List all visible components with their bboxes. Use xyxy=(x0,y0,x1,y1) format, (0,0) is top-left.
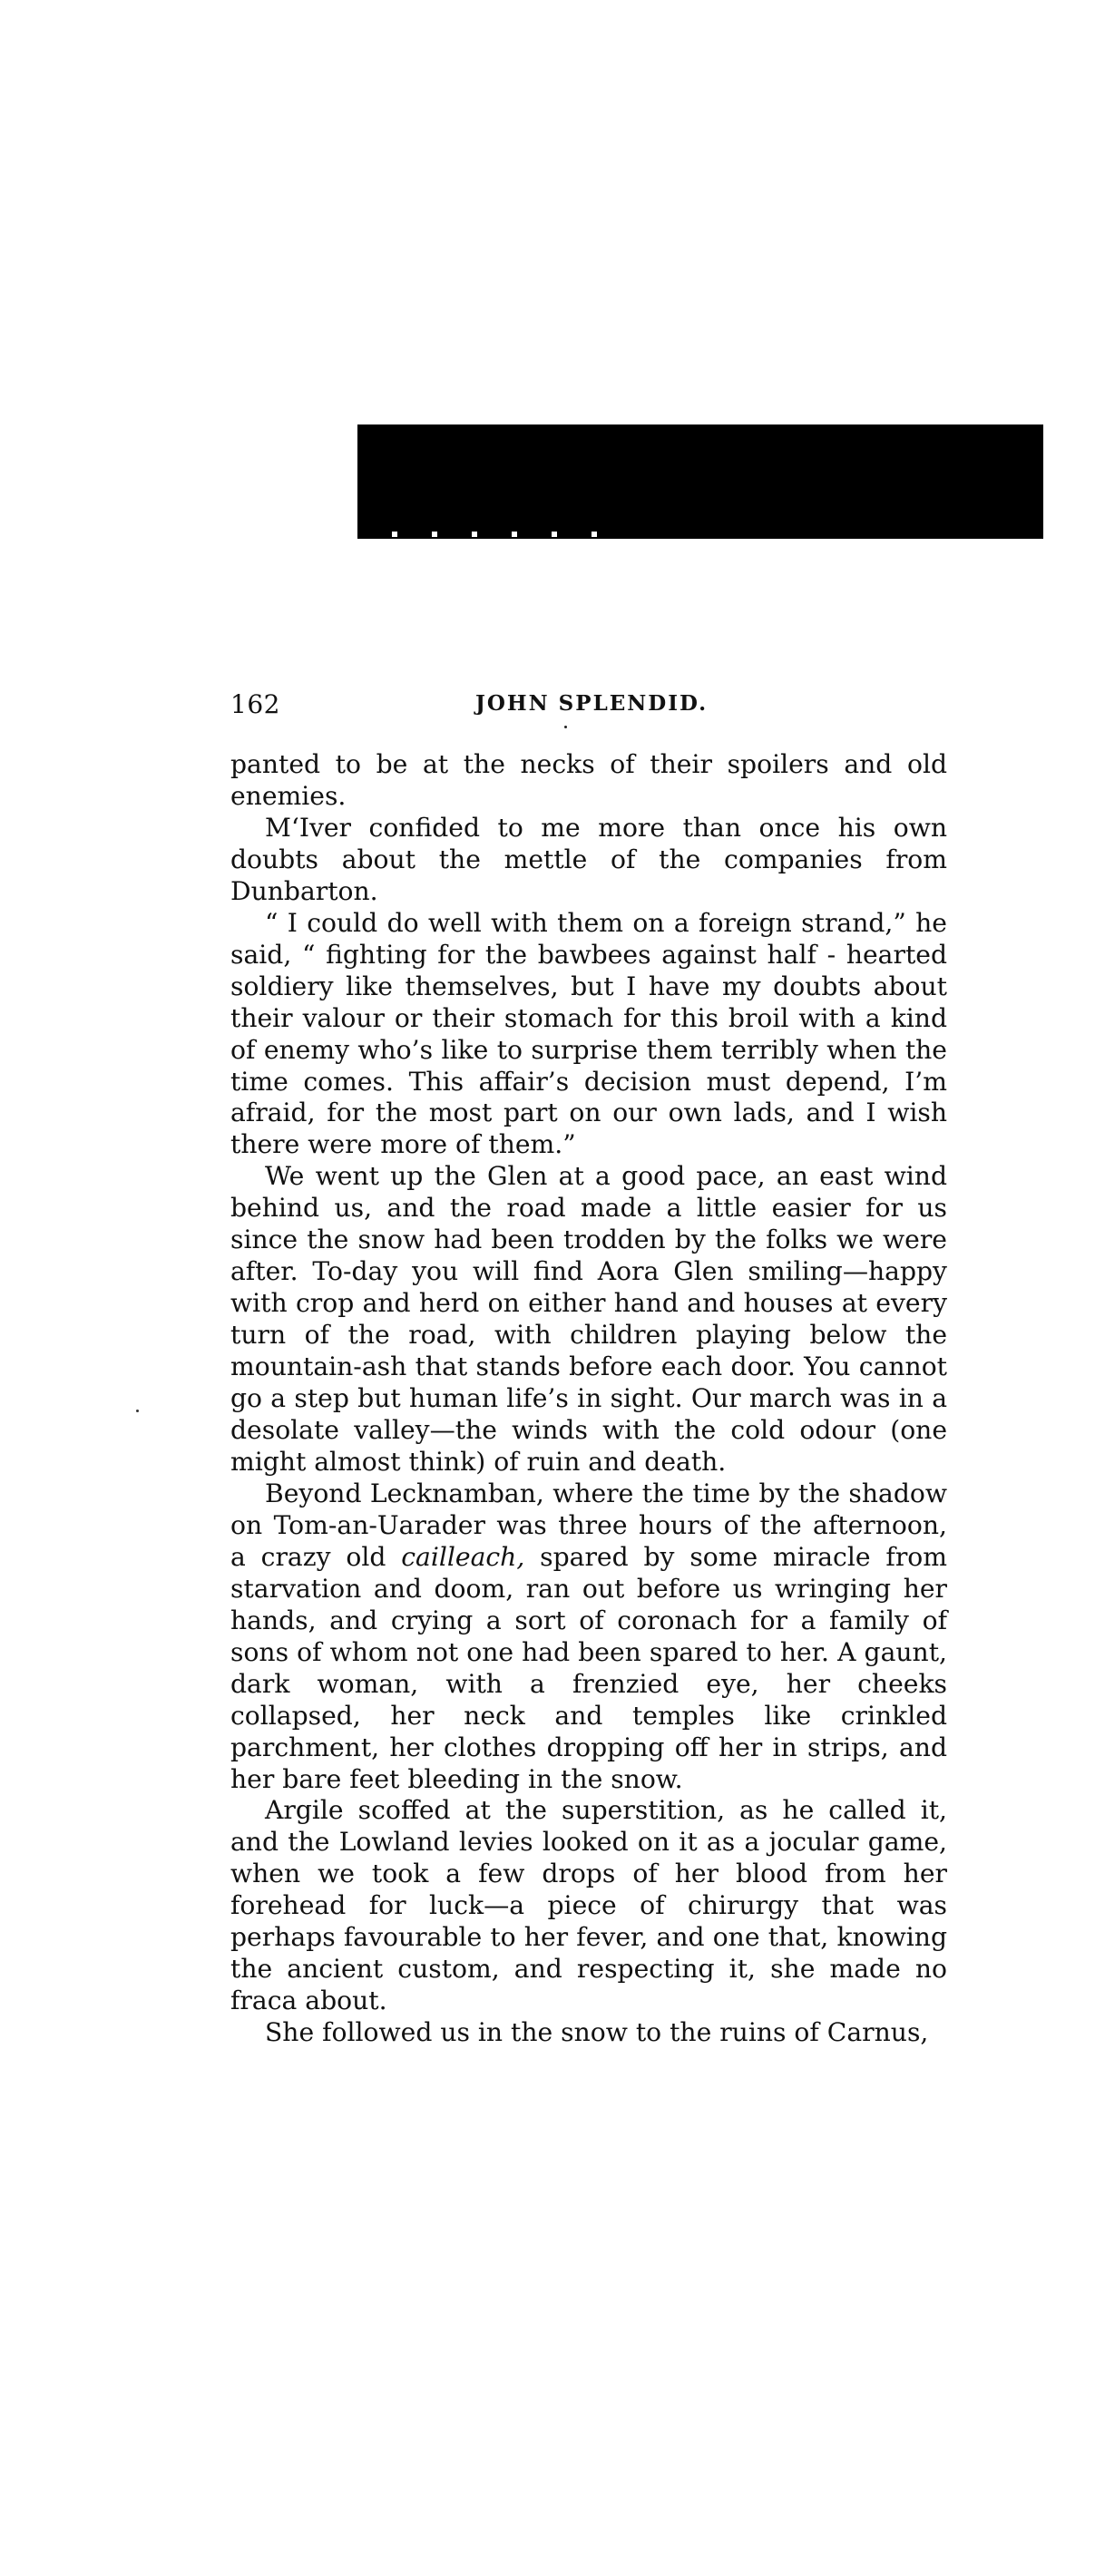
header-dot xyxy=(564,726,567,728)
paragraph-7: She followed us in the snow to the ruins of Carnus, xyxy=(265,2017,929,2048)
page-number: 162 xyxy=(230,689,280,719)
paragraph-5-part-1: Beyond Lecknamban, where the time by the shadow on Tom-an-Uarader was three hours of the afternoon, a crazy old xyxy=(230,1478,947,1572)
paragraph-4: We went up the Glen at a good pace, an east wind behind us, and the road made a little easier for us since the snow had been trodden by the folks we were after. To-day you will find Aora Glen smiling—happy with crop and herd on either hand and houses at every turn of the road, with children playing below the mountain-ash that stands before each door. You cannot go a step but human life’s in sight. Our march was in a desolate valley—the winds with the cold odour (one might almost think) of ruin and death. xyxy=(230,1161,947,1477)
redaction-block xyxy=(357,424,1043,539)
cailleach-italic: cailleach, xyxy=(401,1541,525,1572)
page-header xyxy=(230,689,947,724)
paragraph-1: panted to be at the necks of their spoilers and old enemies. xyxy=(230,749,947,811)
paragraph-6: Argile scoffed at the superstition, as he called it, and the Lowland levies looked on it as a jocular game, when we took a few drops of her blood from her forehead for luck—a piece of chirurgy that was perhaps favourable to her fever, and one that, knowing the ancient custom, and respecting it, she made no fraca about. xyxy=(230,1795,947,2016)
body-text xyxy=(230,749,947,2049)
paragraph-5-part-2: spared by some miracle from starvation and doom, ran out before us wringing her hands, and crying a sort of coronach for a family of sons of whom not one had been spared to her. A gaunt, dark woman, with a frenzied eye, her cheeks collapsed, her neck and temples like crinkled parchment, her clothes dropping off her in strips, and her bare feet bleeding in the snow. xyxy=(230,1541,947,1794)
paragraph-5 xyxy=(230,1478,947,1796)
redaction-edge xyxy=(357,532,611,537)
running-head: JOHN SPLENDID. xyxy=(475,691,709,716)
margin-dot xyxy=(136,1410,139,1412)
paragraph-3: “ I could do well with them on a foreign strand,” he said, “ fighting for the bawbees against half - hearted soldiery like themselves, but I have my doubts about their valour or their stomach for this broil with a kind of enemy who’s like to surprise them terribly when the time comes. This affair’s decision must depend, I’m afraid, for the most part on our own lads, and I wish there were more of them.” xyxy=(230,907,947,1160)
paragraph-2: M‘Iver confided to me more than once his own doubts about the mettle of the companies from Dunbarton. xyxy=(230,812,947,906)
